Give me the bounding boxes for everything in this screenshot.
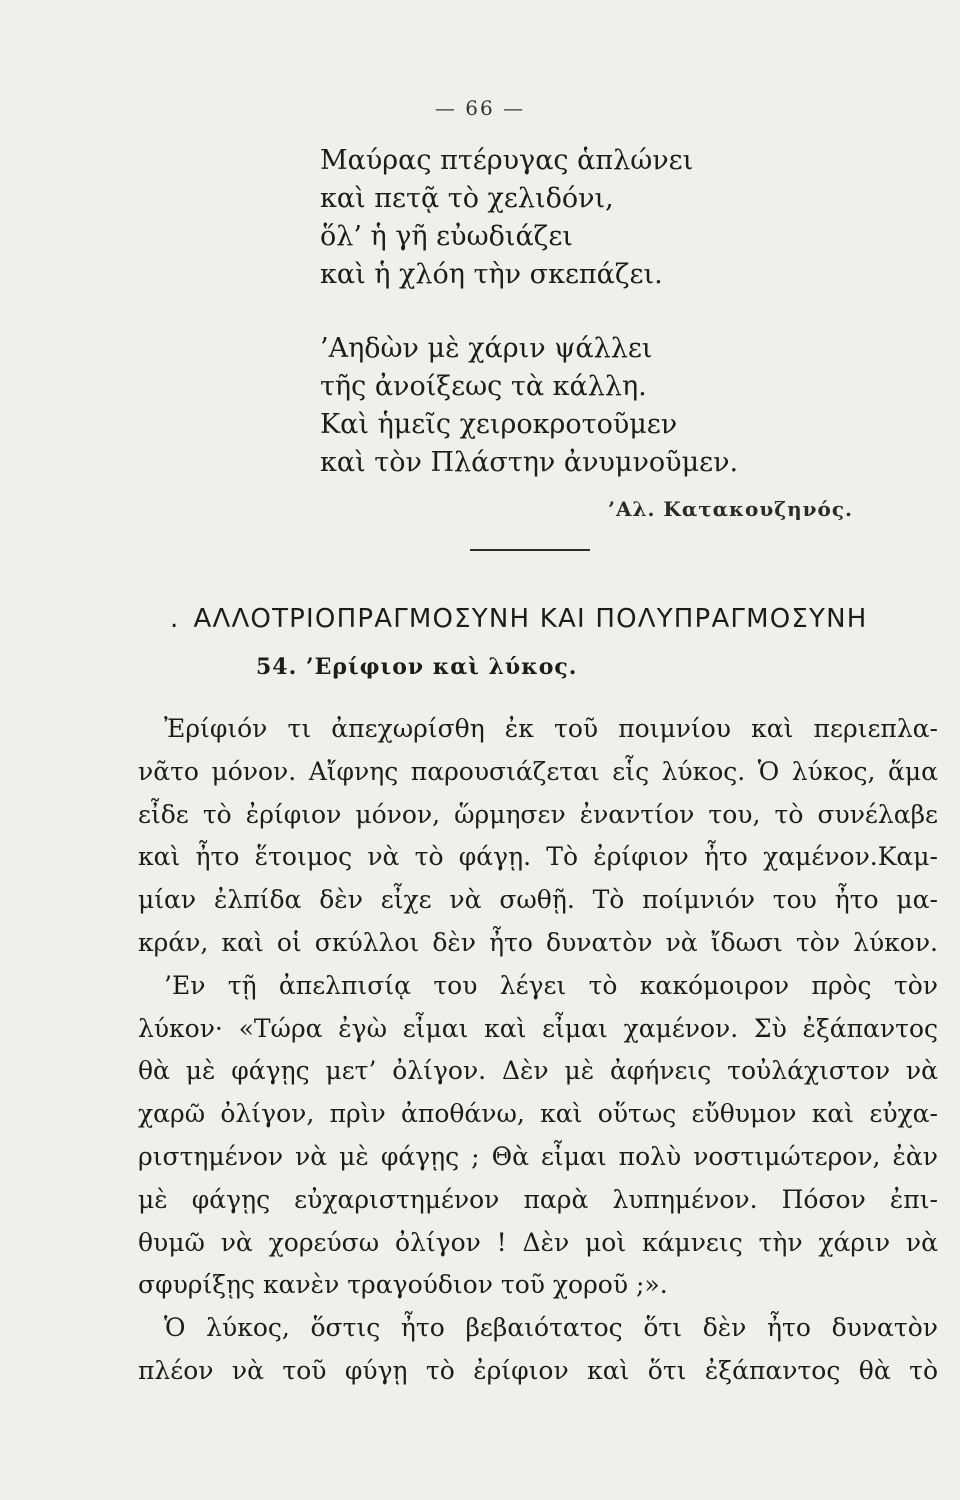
poem [320, 142, 738, 482]
poem-verse: ’Αηδὼν μὲ χάριν ψάλλει [320, 333, 653, 364]
prose-line: θὰ μὲ φάγῃς μετ’ ὀλίγον. Δὲν μὲ ἀφήνεις τοὐλάχιστον νὰ [138, 1056, 938, 1086]
poem-signature: ’Αλ. Κατακουζηνός. [608, 497, 854, 521]
poem-verse: καὶ πετᾷ τὸ χελιδόνι, [320, 183, 614, 214]
prose-line: χαρῶ ὀλίγον, πρὶν ἀποθάνω, καὶ οὕτως εὔθυμον καὶ εὐχα- [138, 1099, 938, 1129]
prose-line: νᾶτο μόνον. Αἴφνης παρουσιάζεται εἷς λύκος. Ὁ λύκος, ἅμα [138, 756, 938, 786]
prose-line: σφυρίξῃς κανὲν τραγούδιον τοῦ χοροῦ ;». [138, 1270, 668, 1300]
poem-verse: ὅλ’ ἡ γῆ εὐωδιάζει [320, 221, 573, 252]
prose-line: ’Εν τῇ ἀπελπισίᾳ του λέγει τὸ κακόμοιρον πρὸς τὸν [164, 970, 938, 1000]
prose-line: λύκον· «Τώρα ἐγὼ εἶμαι καὶ εἶμαι χαμένον. Σὺ ἐξάπαντος [138, 1013, 938, 1043]
section-heading-text: ΑΛΛΟΤΡΙΟΠΡΑΓΜΟΣΥΝΗ ΚΑΙ ΠΟΛΥΠΡΑΓΜΟΣΥΝΗ [193, 604, 868, 634]
prose-line: πλέον νὰ τοῦ φύγῃ τὸ ἐρίφιον καὶ ὅτι ἐξάπαντος θὰ τὸ [138, 1355, 938, 1385]
poem-verse: καὶ ἡ χλόη τὴν σκεπάζει. [320, 259, 663, 290]
heading-lead-dot: . [170, 604, 180, 634]
poem-stanza [320, 330, 738, 482]
prose-line: Ἐρίφιόν τι ἀπεχωρίσθη ἐκ τοῦ ποιμνίου καὶ περιεπλα- [164, 714, 938, 743]
fable-title: 54. ’Ερίφιον καὶ λύκος. [256, 654, 578, 680]
prose-line: εἶδε τὸ ἐρίφιον μόνον, ὥρμησεν ἐναντίον του, τὸ συνέλαβε [138, 799, 938, 829]
poem-verse: τῆς ἀνοίξεως τὰ κάλλη. [320, 371, 647, 402]
prose-line: μὲ φάγῃς εὐχαριστημένον παρὰ λυπημένον. Πόσον ἐπι- [138, 1184, 938, 1214]
section-divider [470, 549, 590, 551]
section-heading [170, 604, 868, 634]
prose-line: καὶ ἦτο ἕτοιμος νὰ τὸ φάγῃ. Τὸ ἐρίφιον ἦτο χαμένον.Καμ- [138, 842, 938, 872]
poem-verse: καὶ τὸν Πλάστην ἀνυμνοῦμεν. [320, 447, 739, 478]
page-number: — 66 — [434, 96, 526, 120]
prose-line: Ὁ λύκος, ὅστις ἦτο βεβαιότατος ὅτι δὲν ἦτο δυνατὸν [164, 1313, 938, 1343]
prose-line: θυμῶ νὰ χορεύσω ὀλίγον ! Δὲν μοὶ κάμνεις τὴν χάριν νὰ [138, 1227, 938, 1257]
prose-line: κράν, καὶ οἱ σκύλλοι δὲν ἦτο δυνατὸν νὰ ἴδωσι τὸν λύκον. [138, 927, 938, 957]
prose-line: μίαν ἐλπίδα δὲν εἶχε νὰ σωθῇ. Τὸ ποίμνιόν του ἦτο μα- [138, 885, 938, 915]
poem-verse: Μαύρας πτέρυγας ἁπλώνει [320, 145, 694, 176]
prose-line: ριστημένον νὰ μὲ φάγῃς ; Θὰ εἶμαι πολὺ νοστιμώτερον, ἐὰν [138, 1141, 938, 1171]
poem-stanza [320, 142, 738, 294]
poem-verse: Καὶ ἡμεῖς χειροκροτοῦμεν [320, 409, 678, 440]
fable-text [138, 708, 938, 1393]
